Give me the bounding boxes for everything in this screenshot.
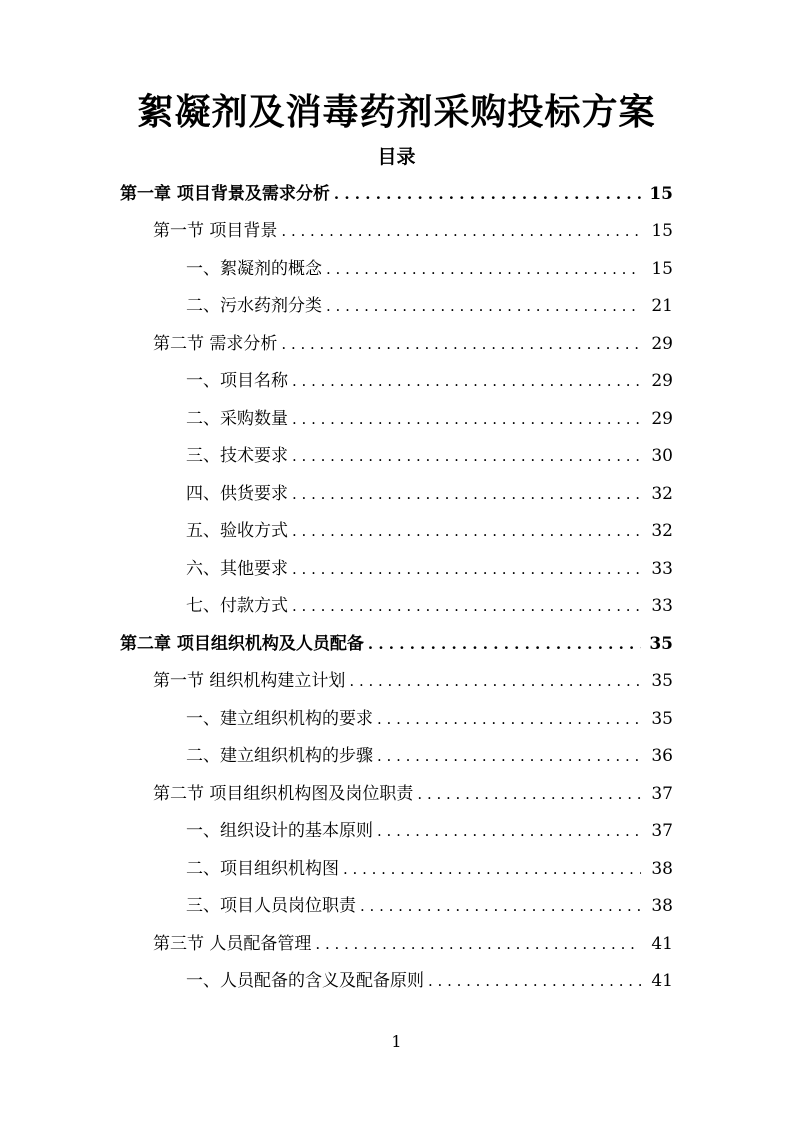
toc-subsection-entry[interactable] [0, 738, 793, 776]
toc-entry-title: 一、项目名称 [186, 371, 288, 392]
toc-section-entry[interactable] [0, 213, 793, 251]
toc-section-entry[interactable] [0, 775, 793, 813]
toc-entry-page-number: 41 [641, 925, 673, 963]
toc-entry-title: 七、付款方式 [186, 596, 288, 617]
toc-dot-leader [326, 257, 669, 281]
toc-entry-title: 五、验收方式 [186, 521, 288, 542]
toc-heading: 目录 [377, 146, 416, 168]
toc-entry-title: 第二节 项目组织机构图及岗位职责 [153, 783, 414, 804]
toc-entry-page-number: 36 [641, 738, 673, 776]
toc-section-entry[interactable] [0, 325, 793, 363]
toc-entry-title: 四、供货要求 [186, 483, 288, 504]
toc-entry-page-number: 41 [641, 963, 673, 1001]
toc-entry-page-number: 29 [641, 363, 673, 401]
toc-dot-leader [326, 294, 669, 318]
toc-entry-title: 第一节 组织机构建立计划 [153, 671, 346, 692]
toc-entry-page-number: 38 [641, 850, 673, 888]
toc-subsection-entry[interactable] [0, 588, 793, 626]
toc-dot-leader [377, 744, 669, 768]
toc-entry-page-number: 37 [641, 813, 673, 851]
toc-dot-leader [292, 557, 669, 581]
toc-dot-leader [292, 594, 669, 618]
toc-entry-page-number: 29 [641, 400, 673, 438]
toc-chapter-entry[interactable] [0, 625, 793, 663]
toc-entry-title: 一、建立组织机构的要求 [186, 708, 373, 729]
toc-dot-leader [417, 782, 669, 806]
toc-dot-leader [292, 407, 669, 431]
toc-entry-title: 一、组织设计的基本原则 [186, 821, 373, 842]
toc-subsection-entry[interactable] [0, 850, 793, 888]
toc-subsection-entry[interactable] [0, 550, 793, 588]
toc-entry-title: 第二节 需求分析 [153, 333, 278, 354]
table-of-contents [0, 175, 793, 1000]
toc-entry-title: 二、采购数量 [186, 408, 288, 429]
toc-subsection-entry[interactable] [0, 363, 793, 401]
toc-entry-page-number: 38 [641, 888, 673, 926]
toc-entry-title: 一、人员配备的含义及配备原则 [186, 971, 424, 992]
page-number: 1 [391, 1032, 402, 1051]
toc-entry-page-number: 30 [641, 438, 673, 476]
toc-subsection-entry[interactable] [0, 250, 793, 288]
toc-dot-leader [292, 482, 669, 506]
toc-entry-title: 一、絮凝剂的概念 [186, 258, 322, 279]
toc-dot-leader [315, 932, 669, 956]
toc-entry-title: 二、建立组织机构的步骤 [186, 746, 373, 767]
toc-entry-page-number: 37 [641, 775, 673, 813]
toc-dot-leader [360, 894, 669, 918]
toc-entry-page-number: 35 [641, 625, 673, 663]
toc-dot-leader [343, 857, 669, 881]
toc-entry-page-number: 33 [641, 550, 673, 588]
toc-entry-page-number: 15 [641, 213, 673, 251]
toc-entry-page-number: 35 [641, 663, 673, 701]
toc-entry-page-number: 33 [641, 588, 673, 626]
toc-entry-title: 二、项目组织机构图 [186, 858, 339, 879]
toc-entry-page-number: 32 [641, 475, 673, 513]
toc-entry-title: 六、其他要求 [186, 558, 288, 579]
toc-entry-title: 第一章 项目背景及需求分析 [120, 183, 330, 204]
toc-dot-leader [292, 444, 669, 468]
toc-dot-leader [292, 369, 669, 393]
toc-entry-title: 二、污水药剂分类 [186, 296, 322, 317]
toc-dot-leader [281, 332, 669, 356]
toc-entry-title: 三、项目人员岗位职责 [186, 896, 356, 917]
toc-subsection-entry[interactable] [0, 888, 793, 926]
toc-dot-leader [377, 819, 669, 843]
toc-subsection-entry[interactable] [0, 513, 793, 551]
toc-subsection-entry[interactable] [0, 963, 793, 1001]
toc-entry-page-number: 15 [641, 250, 673, 288]
document-title: 絮凝剂及消毒药剂采购投标方案 [137, 91, 656, 133]
toc-section-entry[interactable] [0, 663, 793, 701]
toc-subsection-entry[interactable] [0, 475, 793, 513]
toc-subsection-entry[interactable] [0, 288, 793, 326]
toc-dot-leader [281, 219, 669, 243]
toc-entry-page-number: 35 [641, 700, 673, 738]
toc-entry-title: 第一节 项目背景 [153, 221, 278, 242]
toc-section-entry[interactable] [0, 925, 793, 963]
toc-entry-page-number: 29 [641, 325, 673, 363]
toc-entry-page-number: 21 [641, 288, 673, 326]
toc-dot-leader [428, 969, 669, 993]
toc-dot-leader [349, 669, 669, 693]
toc-chapter-entry[interactable] [0, 175, 793, 213]
toc-dot-leader [334, 182, 669, 206]
toc-entry-page-number: 32 [641, 513, 673, 551]
toc-subsection-entry[interactable] [0, 813, 793, 851]
toc-dot-leader [377, 707, 669, 731]
toc-entry-title: 第三节 人员配备管理 [153, 933, 312, 954]
toc-entry-title: 第二章 项目组织机构及人员配备 [120, 633, 364, 654]
toc-entry-title: 三、技术要求 [186, 446, 288, 467]
toc-dot-leader [368, 632, 669, 656]
toc-subsection-entry[interactable] [0, 438, 793, 476]
toc-subsection-entry[interactable] [0, 700, 793, 738]
toc-dot-leader [292, 519, 669, 543]
toc-subsection-entry[interactable] [0, 400, 793, 438]
toc-entry-page-number: 15 [641, 175, 673, 213]
